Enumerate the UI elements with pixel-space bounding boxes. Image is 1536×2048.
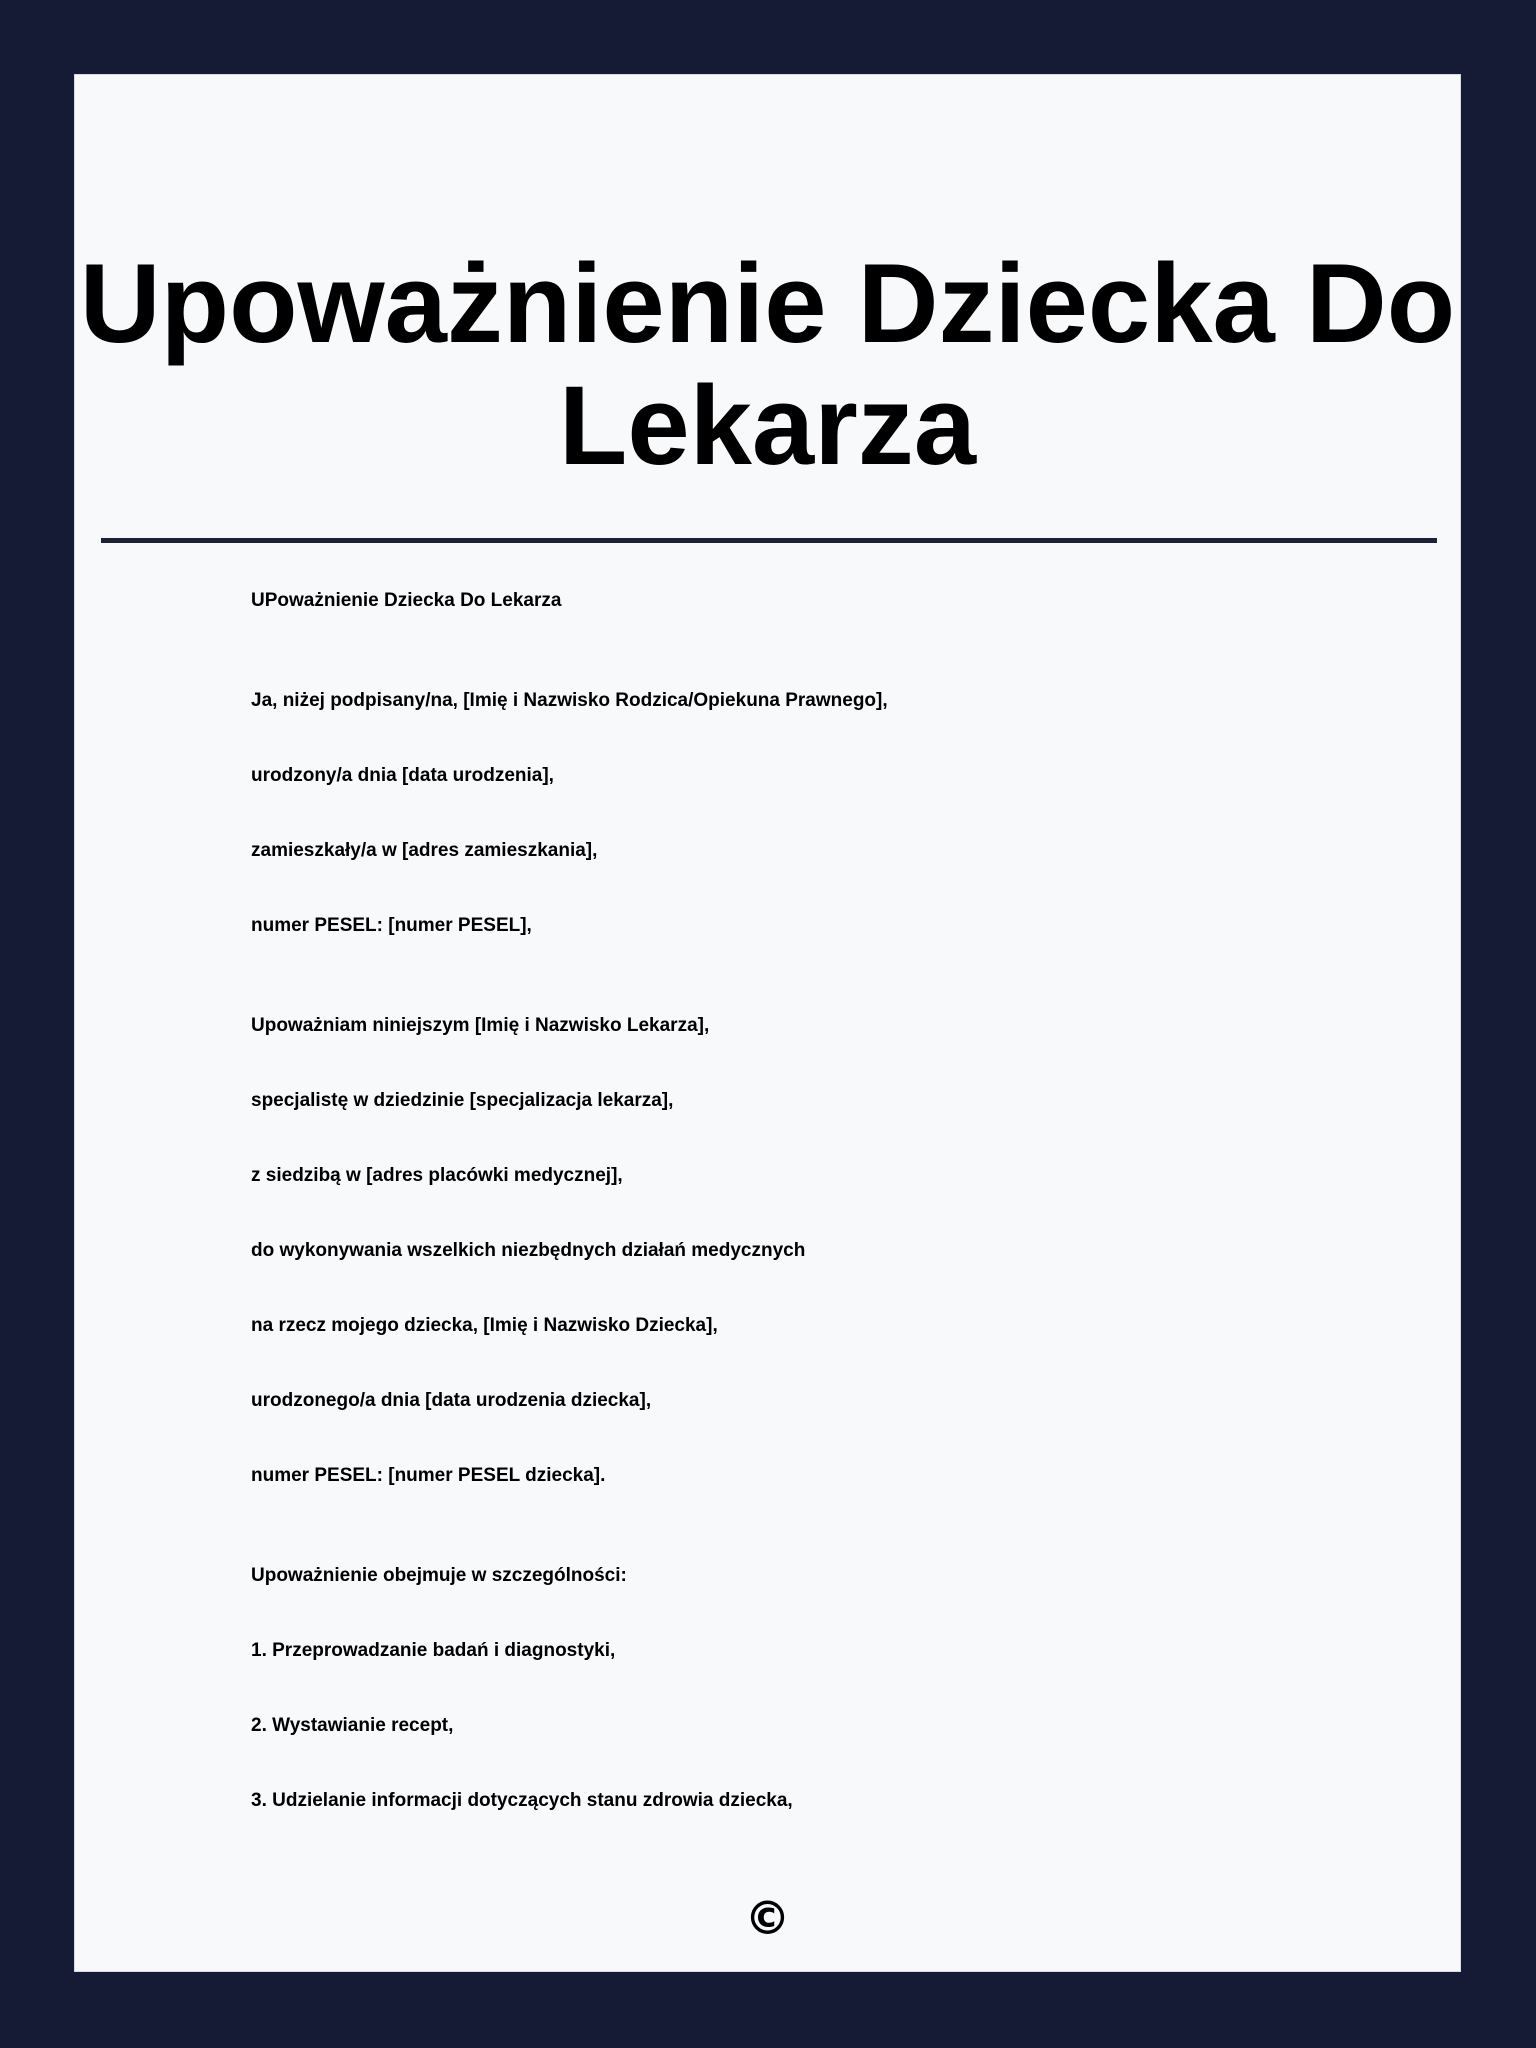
list-item: 3. Udzielanie informacji dotyczących stanu zdrowia dziecka, (251, 1790, 793, 1811)
document-title: Upoważnienie Dziecka Do Lekarza (79, 241, 1456, 488)
paragraph-line: urodzonego/a dnia [data urodzenia dziecka], (251, 1390, 652, 1411)
paragraph-line: Upoważnienie obejmuje w szczególności: (251, 1565, 627, 1586)
list-item: 1. Przeprowadzanie badań i diagnostyki, (251, 1640, 616, 1661)
paragraph-line: zamieszkały/a w [adres zamieszkania], (251, 840, 598, 861)
document-subtitle: UPoważnienie Dziecka Do Lekarza (251, 590, 562, 611)
copyright-icon: © (744, 1891, 791, 1945)
paragraph-line: z siedzibą w [adres placówki medycznej], (251, 1165, 623, 1186)
paragraph-line: urodzony/a dnia [data urodzenia], (251, 765, 554, 786)
paragraph-line: Upoważniam niniejszym [Imię i Nazwisko Lekarza], (251, 1015, 710, 1036)
list-item: 2. Wystawianie recept, (251, 1715, 454, 1736)
paragraph-line: do wykonywania wszelkich niezbędnych działań medycznych (251, 1240, 806, 1261)
title-divider (101, 538, 1437, 543)
paragraph-line: specjalistę w dziedzinie [specjalizacja lekarza], (251, 1090, 674, 1111)
paragraph-line: numer PESEL: [numer PESEL], (251, 915, 532, 936)
document-page (74, 74, 1461, 1972)
paragraph-line: numer PESEL: [numer PESEL dziecka]. (251, 1465, 606, 1486)
paragraph-line: na rzecz mojego dziecka, [Imię i Nazwisko Dziecka], (251, 1315, 718, 1336)
paragraph-line: Ja, niżej podpisany/na, [Imię i Nazwisko Rodzica/Opiekuna Prawnego], (251, 690, 888, 711)
